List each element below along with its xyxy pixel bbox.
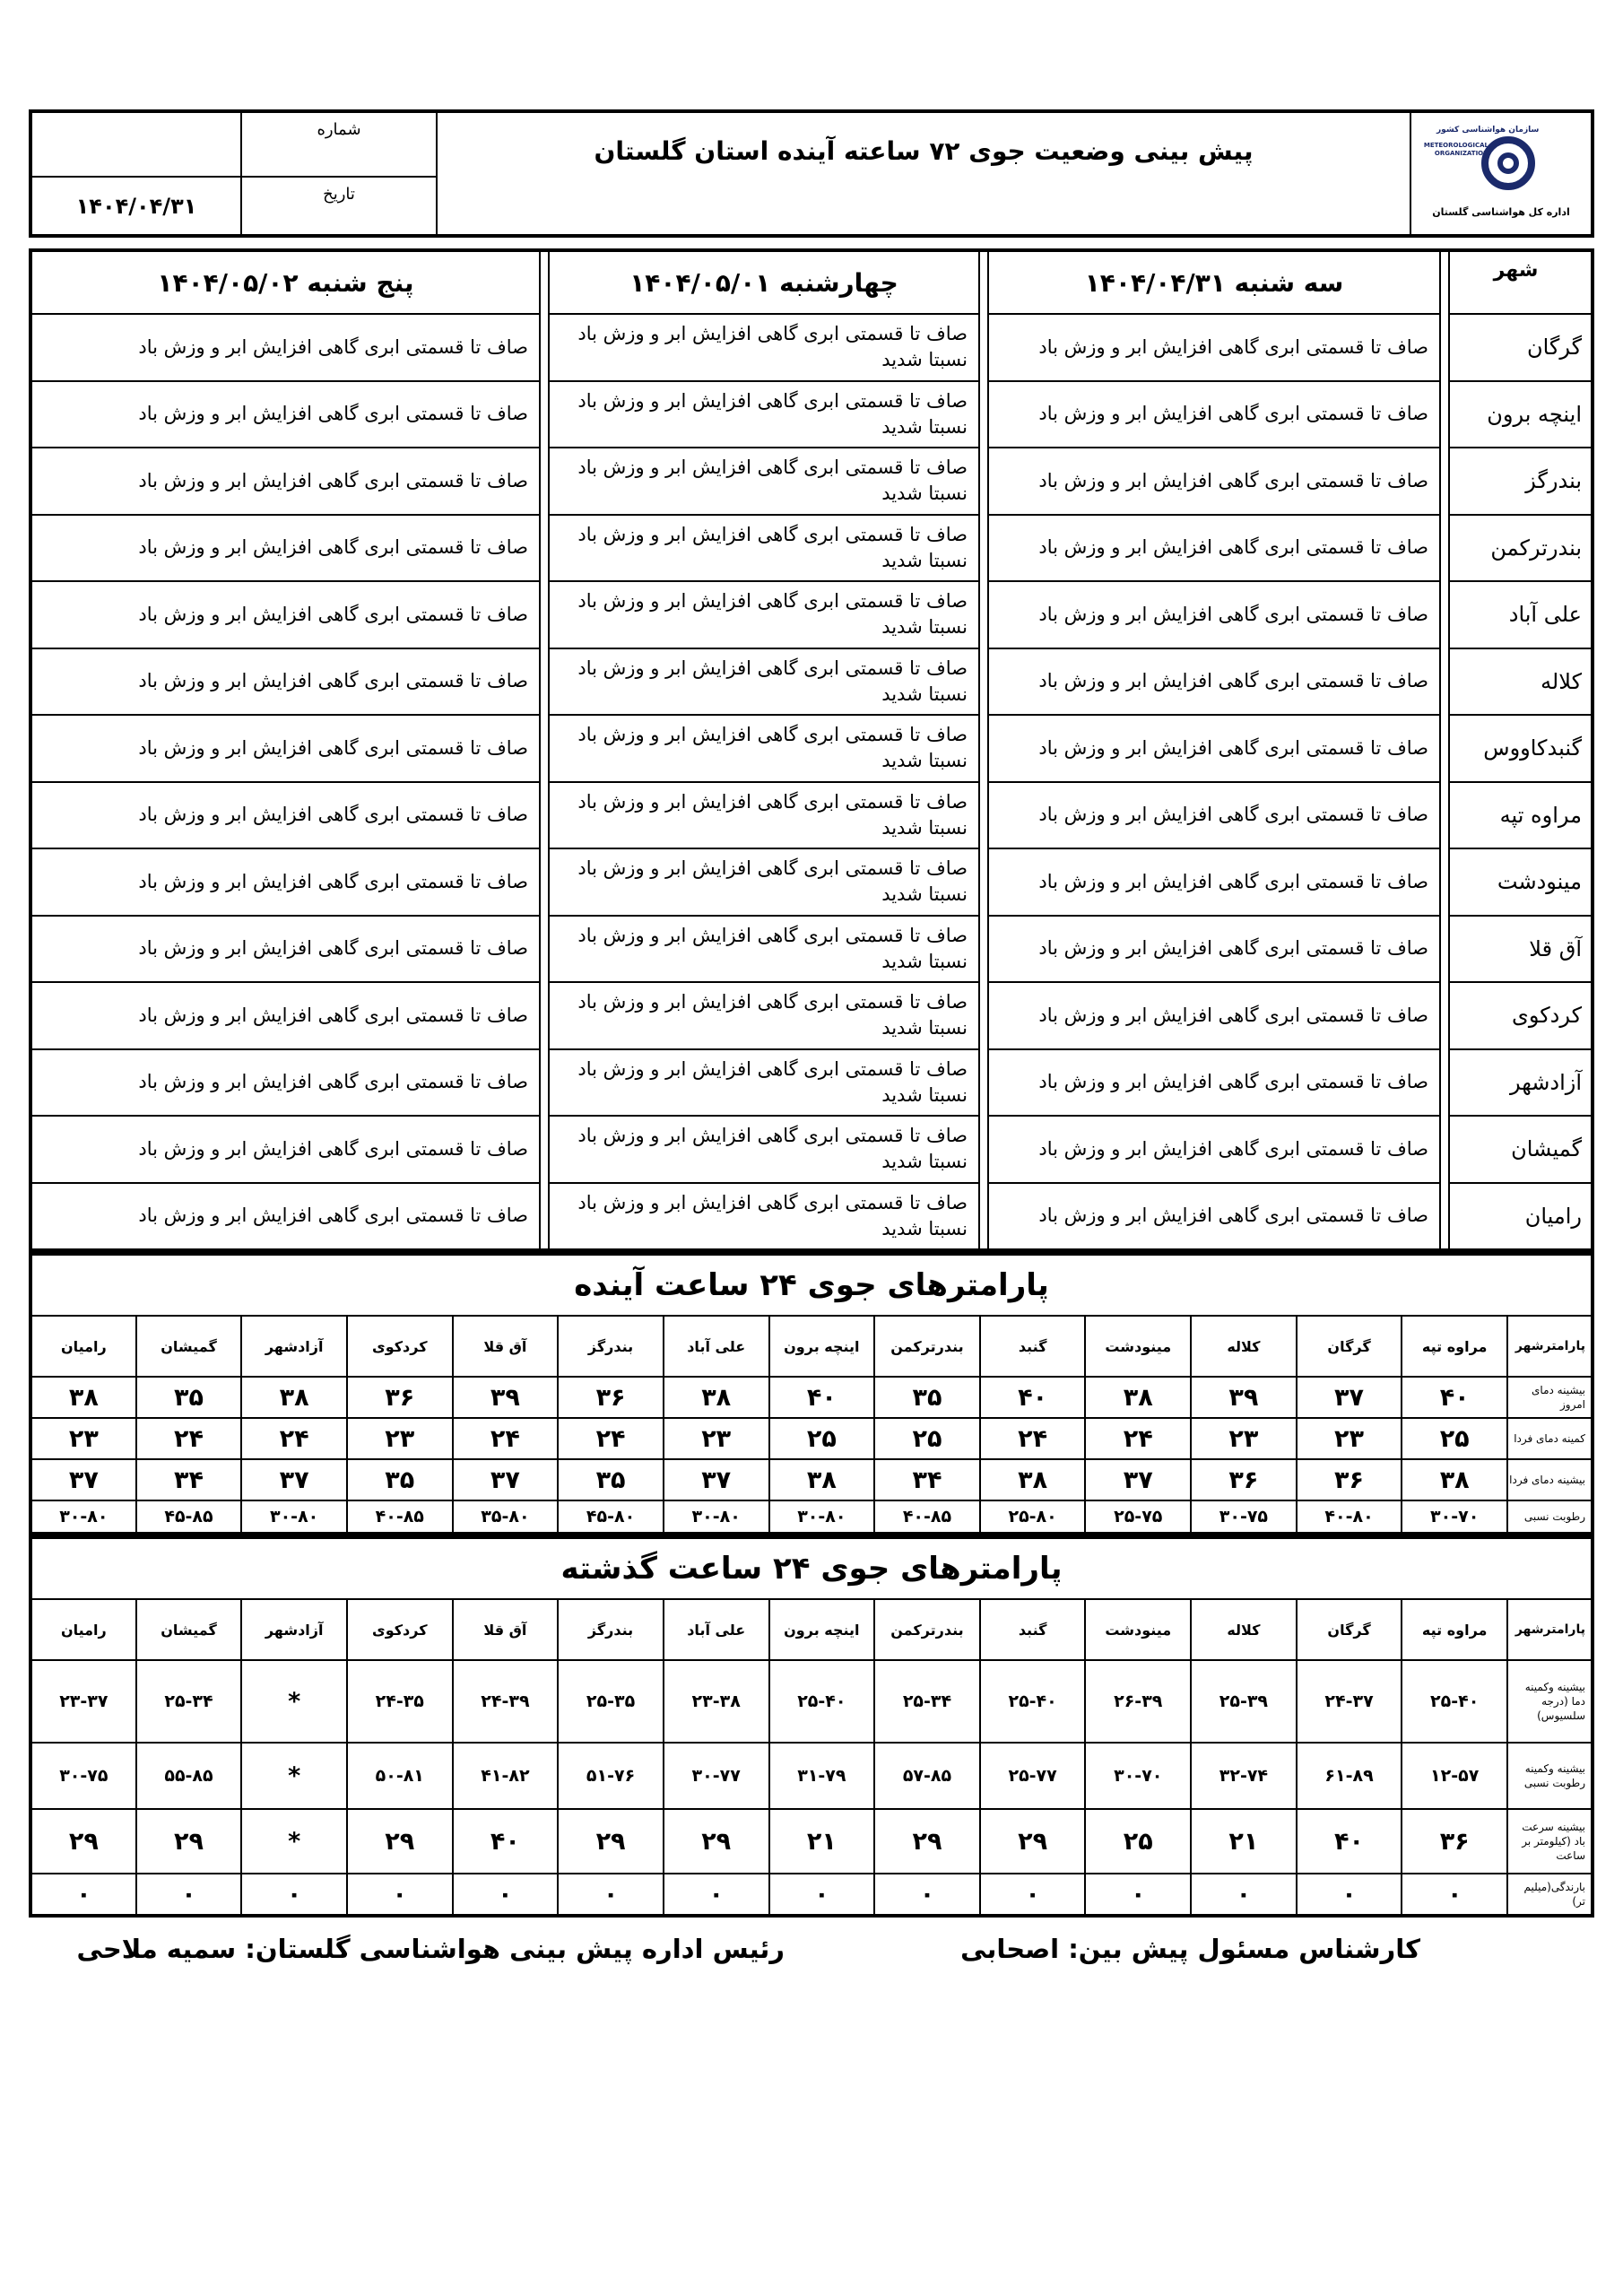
city-name: بندرترکمن <box>1449 515 1593 582</box>
forecast-row <box>30 515 1593 582</box>
param-value: ۲۳ <box>1191 1418 1297 1459</box>
city-name: رامیان <box>1449 1183 1593 1251</box>
forecast-row <box>30 916 1593 983</box>
param-value: ۰ <box>1402 1874 1507 1916</box>
day-header: چهارشنبه ۱۴۰۴/۰۵/۰۱ <box>549 250 979 314</box>
city-column-header: علی آباد <box>664 1316 769 1377</box>
param-value: ۲۹ <box>558 1809 664 1874</box>
param-value: ۶۱-۸۹ <box>1297 1743 1402 1809</box>
condition-day3: صاف تا قسمتی ابری گاهی افزایش ابر و وزش باد <box>30 648 540 716</box>
condition-day2: صاف تا قسمتی ابری گاهی افزایش ابر و وزش باد نسبتا شدید <box>549 1049 979 1117</box>
param-value: ۳۵ <box>347 1459 453 1500</box>
condition-day1: صاف تا قسمتی ابری گاهی افزایش ابر و وزش باد <box>988 1049 1440 1117</box>
condition-day2: صاف تا قسمتی ابری گاهی افزایش ابر و وزش باد نسبتا شدید <box>549 848 979 916</box>
param-value: ۳۷ <box>1297 1377 1402 1418</box>
param-value: ۲۳ <box>664 1418 769 1459</box>
param-value: ۳۵-۸۰ <box>453 1500 559 1534</box>
date-label: تاریخ <box>241 177 437 236</box>
param-value: ۰ <box>874 1874 980 1916</box>
city-name: کردکوی <box>1449 982 1593 1049</box>
param-row <box>30 1809 1593 1874</box>
param-row <box>30 1459 1593 1500</box>
param-value: ۰ <box>136 1874 242 1916</box>
param-value: ۲۱ <box>769 1809 875 1874</box>
param-value: ۲۳ <box>30 1418 136 1459</box>
condition-day2: صاف تا قسمتی ابری گاهی افزایش ابر و وزش باد نسبتا شدید <box>549 648 979 716</box>
city-column-header: بندرترکمن <box>874 1599 980 1660</box>
param-value: ۲۱ <box>1191 1809 1297 1874</box>
city-column-header: کلاله <box>1191 1316 1297 1377</box>
param-value: ۲۹ <box>30 1809 136 1874</box>
condition-day1: صاف تا قسمتی ابری گاهی افزایش ابر و وزش باد <box>988 982 1440 1049</box>
param-label: کمینه دمای فردا <box>1507 1418 1593 1459</box>
param-value: ۰ <box>241 1874 347 1916</box>
param-value: ۳۲-۷۴ <box>1191 1743 1297 1809</box>
param-header-label: پارامترشهر <box>1507 1316 1593 1377</box>
section-title: پارامترهای جوی ۲۴ ساعت گذشته <box>30 1537 1593 1599</box>
forecast-table <box>29 248 1594 1252</box>
param-label: بیشینه وکمینه رطوبت نسبی <box>1507 1743 1593 1809</box>
city-column-header: رامیان <box>30 1599 136 1660</box>
param-value: ۳۰-۷۵ <box>1191 1500 1297 1534</box>
param-value: ۲۴ <box>980 1418 1086 1459</box>
footer <box>0 1930 1623 1975</box>
city-column-header: شهر <box>1449 250 1593 314</box>
param-value: ۲۹ <box>874 1809 980 1874</box>
city-name: علی آباد <box>1449 581 1593 648</box>
forecast-row <box>30 314 1593 381</box>
param-label: بیشینه دمای امروز <box>1507 1377 1593 1418</box>
condition-day1: صاف تا قسمتی ابری گاهی افزایش ابر و وزش باد <box>988 515 1440 582</box>
param-header-label: پارامترشهر <box>1507 1599 1593 1660</box>
param-value: ۳۰-۷۰ <box>1402 1500 1507 1534</box>
condition-day2: صاف تا قسمتی ابری گاهی افزایش ابر و وزش باد نسبتا شدید <box>549 581 979 648</box>
city-column-header: علی آباد <box>664 1599 769 1660</box>
param-row <box>30 1743 1593 1809</box>
forecast-row <box>30 381 1593 448</box>
city-column-header: آق قلا <box>453 1316 559 1377</box>
number-value <box>30 111 241 177</box>
param-value: ۵۷-۸۵ <box>874 1743 980 1809</box>
logo-emblem-icon <box>1481 136 1535 190</box>
param-value: ۲۳ <box>347 1418 453 1459</box>
param-value: ۳۷ <box>241 1459 347 1500</box>
param-value: ۰ <box>453 1874 559 1916</box>
param-value: ۲۵ <box>1402 1418 1507 1459</box>
city-column-header: کلاله <box>1191 1599 1297 1660</box>
page-title: پیش بینی وضعیت جوی ۷۲ ساعته آینده استان گلستان <box>437 111 1410 236</box>
condition-day2: صاف تا قسمتی ابری گاهی افزایش ابر و وزش باد نسبتا شدید <box>549 982 979 1049</box>
condition-day1: صاف تا قسمتی ابری گاهی افزایش ابر و وزش باد <box>988 448 1440 515</box>
forecast-row <box>30 1049 1593 1117</box>
param-value: ۲۹ <box>664 1809 769 1874</box>
param-value: ۳۵ <box>874 1377 980 1418</box>
condition-day3: صاف تا قسمتی ابری گاهی افزایش ابر و وزش باد <box>30 1183 540 1251</box>
logo-text-en: METEOROLOGICAL ORGANIZATION <box>1423 141 1488 157</box>
city-column-header: گرگان <box>1297 1316 1402 1377</box>
param-row <box>30 1500 1593 1534</box>
param-value: ۲۵-۳۵ <box>558 1660 664 1743</box>
department-head-signature: رئیس اداره پیش بینی هواشناسی گلستان: سمیه ملاحی <box>76 1934 785 1964</box>
param-value: ۳۶ <box>558 1377 664 1418</box>
city-column-header: گمیشان <box>136 1599 242 1660</box>
param-value: ۰ <box>980 1874 1086 1916</box>
past24-table <box>29 1535 1594 1918</box>
condition-day3: صاف تا قسمتی ابری گاهی افزایش ابر و وزش باد <box>30 1049 540 1117</box>
condition-day3: صاف تا قسمتی ابری گاهی افزایش ابر و وزش باد <box>30 916 540 983</box>
param-value: ۳۶ <box>1297 1459 1402 1500</box>
param-value: ۱۲-۵۷ <box>1402 1743 1507 1809</box>
forecast-row <box>30 782 1593 849</box>
city-column-header: اینچه برون <box>769 1316 875 1377</box>
param-value: ۳۰-۸۰ <box>769 1500 875 1534</box>
city-column-header: گمیشان <box>136 1316 242 1377</box>
param-label: بیشینه سرعت باد (کیلومتر بر ساعت <box>1507 1809 1593 1874</box>
condition-day2: صاف تا قسمتی ابری گاهی افزایش ابر و وزش باد نسبتا شدید <box>549 782 979 849</box>
param-value: ۴۰ <box>1297 1809 1402 1874</box>
param-value: ۲۴ <box>136 1418 242 1459</box>
city-column-header: آزادشهر <box>241 1316 347 1377</box>
condition-day1: صاف تا قسمتی ابری گاهی افزایش ابر و وزش باد <box>988 314 1440 381</box>
forecast-row <box>30 982 1593 1049</box>
param-value: ۳۰-۷۵ <box>30 1743 136 1809</box>
param-value: ۳۹ <box>453 1377 559 1418</box>
param-row <box>30 1660 1593 1743</box>
day-header: پنج شنبه ۱۴۰۴/۰۵/۰۲ <box>30 250 540 314</box>
param-row <box>30 1418 1593 1459</box>
city-name: آزادشهر <box>1449 1049 1593 1117</box>
param-value: ۳۸ <box>664 1377 769 1418</box>
param-value: ۳۷ <box>30 1459 136 1500</box>
param-value: ۴۰ <box>453 1809 559 1874</box>
param-value: ۲۵-۴۰ <box>769 1660 875 1743</box>
city-column-header: اینچه برون <box>769 1599 875 1660</box>
param-label: بیشینه وکمینه دما (درجه سلسیوس) <box>1507 1660 1593 1743</box>
city-name: کلاله <box>1449 648 1593 716</box>
condition-day1: صاف تا قسمتی ابری گاهی افزایش ابر و وزش باد <box>988 1116 1440 1183</box>
param-value: ۲۵-۳۴ <box>874 1660 980 1743</box>
param-value: ۳۰-۸۰ <box>664 1500 769 1534</box>
condition-day1: صاف تا قسمتی ابری گاهی افزایش ابر و وزش باد <box>988 715 1440 782</box>
param-value: ۴۰ <box>980 1377 1086 1418</box>
param-value: ۰ <box>769 1874 875 1916</box>
forecaster-signature: کارشناس مسئول پیش بین: اصحابی <box>960 1934 1420 1964</box>
param-value: ۳۰-۸۰ <box>241 1500 347 1534</box>
city-column-header: مینودشت <box>1085 1599 1191 1660</box>
param-value: ۴۰ <box>1402 1377 1507 1418</box>
condition-day2: صاف تا قسمتی ابری گاهی افزایش ابر و وزش باد نسبتا شدید <box>549 916 979 983</box>
condition-day1: صاف تا قسمتی ابری گاهی افزایش ابر و وزش باد <box>988 648 1440 716</box>
condition-day1: صاف تا قسمتی ابری گاهی افزایش ابر و وزش باد <box>988 848 1440 916</box>
param-value: ۳۱-۷۹ <box>769 1743 875 1809</box>
condition-day3: صاف تا قسمتی ابری گاهی افزایش ابر و وزش باد <box>30 381 540 448</box>
city-column-header: رامیان <box>30 1316 136 1377</box>
city-name: مراوه تپه <box>1449 782 1593 849</box>
city-name: گنبدکاووس <box>1449 715 1593 782</box>
condition-day2: صاف تا قسمتی ابری گاهی افزایش ابر و وزش باد نسبتا شدید <box>549 314 979 381</box>
condition-day3: صاف تا قسمتی ابری گاهی افزایش ابر و وزش باد <box>30 782 540 849</box>
condition-day3: صاف تا قسمتی ابری گاهی افزایش ابر و وزش باد <box>30 515 540 582</box>
param-value: ۵۰-۸۱ <box>347 1743 453 1809</box>
param-value: ۲۴-۳۷ <box>1297 1660 1402 1743</box>
param-value: ۳۸ <box>980 1459 1086 1500</box>
city-column-header: بندرگز <box>558 1316 664 1377</box>
date-value: ۱۴۰۴/۰۴/۳۱ <box>30 177 241 236</box>
next24-table <box>29 1252 1594 1535</box>
param-value: ۲۹ <box>136 1809 242 1874</box>
condition-day3: صاف تا قسمتی ابری گاهی افزایش ابر و وزش باد <box>30 982 540 1049</box>
param-value: ۰ <box>1085 1874 1191 1916</box>
param-value: ۰ <box>347 1874 453 1916</box>
param-value: ۰ <box>1191 1874 1297 1916</box>
city-name: آق قلا <box>1449 916 1593 983</box>
param-value: ۴۰-۸۵ <box>347 1500 453 1534</box>
param-value: ۲۳-۳۷ <box>30 1660 136 1743</box>
param-value: ۲۴-۳۵ <box>347 1660 453 1743</box>
param-label: بیشینه دمای فردا <box>1507 1459 1593 1500</box>
param-value: ۳۰-۷۷ <box>664 1743 769 1809</box>
condition-day1: صاف تا قسمتی ابری گاهی افزایش ابر و وزش باد <box>988 1183 1440 1251</box>
city-name: بندرگز <box>1449 448 1593 515</box>
city-column-header: گنبد <box>980 1316 1086 1377</box>
condition-day3: صاف تا قسمتی ابری گاهی افزایش ابر و وزش باد <box>30 715 540 782</box>
param-value: ۴۰-۸۰ <box>1297 1500 1402 1534</box>
param-value: ۳۶ <box>1402 1809 1507 1874</box>
param-value: * <box>241 1743 347 1809</box>
org-name: اداره کل هواشناسی گلستان <box>1432 205 1570 218</box>
logo <box>1410 111 1593 236</box>
param-value: ۳۶ <box>1191 1459 1297 1500</box>
param-value: ۳۸ <box>769 1459 875 1500</box>
param-value: ۵۵-۸۵ <box>136 1743 242 1809</box>
condition-day3: صاف تا قسمتی ابری گاهی افزایش ابر و وزش باد <box>30 448 540 515</box>
param-value: ۳۷ <box>1085 1459 1191 1500</box>
param-value: ۳۴ <box>136 1459 242 1500</box>
condition-day1: صاف تا قسمتی ابری گاهی افزایش ابر و وزش باد <box>988 782 1440 849</box>
param-value: ۲۵-۴۰ <box>980 1660 1086 1743</box>
param-value: ۰ <box>664 1874 769 1916</box>
param-value: ۳۸ <box>30 1377 136 1418</box>
param-value: ۵۱-۷۶ <box>558 1743 664 1809</box>
number-label: شماره <box>241 111 437 177</box>
param-value: ۲۵-۷۵ <box>1085 1500 1191 1534</box>
condition-day1: صاف تا قسمتی ابری گاهی افزایش ابر و وزش باد <box>988 581 1440 648</box>
city-name: گرگان <box>1449 314 1593 381</box>
logo-text-fa: سازمان هواشناسی کشور <box>1436 125 1540 135</box>
city-column-header: مراوه تپه <box>1402 1599 1507 1660</box>
param-value: ۲۴ <box>558 1418 664 1459</box>
param-value: ۲۵ <box>769 1418 875 1459</box>
param-value: ۰ <box>558 1874 664 1916</box>
param-value: * <box>241 1809 347 1874</box>
param-value: ۲۴ <box>453 1418 559 1459</box>
city-column-header: کردکوی <box>347 1316 453 1377</box>
city-name: مینودشت <box>1449 848 1593 916</box>
param-value: ۴۰-۸۵ <box>874 1500 980 1534</box>
param-value: ۲۵-۳۹ <box>1191 1660 1297 1743</box>
param-value: ۲۵-۷۷ <box>980 1743 1086 1809</box>
condition-day2: صاف تا قسمتی ابری گاهی افزایش ابر و وزش باد نسبتا شدید <box>549 448 979 515</box>
param-value: ۰ <box>30 1874 136 1916</box>
forecast-row <box>30 448 1593 515</box>
param-value: ۳۷ <box>453 1459 559 1500</box>
forecast-row <box>30 715 1593 782</box>
day-header: سه شنبه ۱۴۰۴/۰۴/۳۱ <box>988 250 1440 314</box>
param-value: ۲۵ <box>874 1418 980 1459</box>
condition-day2: صاف تا قسمتی ابری گاهی افزایش ابر و وزش باد نسبتا شدید <box>549 1116 979 1183</box>
forecast-row <box>30 1116 1593 1183</box>
param-value: * <box>241 1660 347 1743</box>
param-label: رطوبت نسبی <box>1507 1500 1593 1534</box>
param-value: ۲۹ <box>980 1809 1086 1874</box>
city-column-header: مراوه تپه <box>1402 1316 1507 1377</box>
param-value: ۲۶-۳۹ <box>1085 1660 1191 1743</box>
city-column-header: مینودشت <box>1085 1316 1191 1377</box>
param-value: ۲۵ <box>1085 1809 1191 1874</box>
city-column-header: آزادشهر <box>241 1599 347 1660</box>
city-column-header: کردکوی <box>347 1599 453 1660</box>
forecast-row <box>30 648 1593 716</box>
condition-day3: صاف تا قسمتی ابری گاهی افزایش ابر و وزش باد <box>30 1116 540 1183</box>
condition-day3: صاف تا قسمتی ابری گاهی افزایش ابر و وزش باد <box>30 581 540 648</box>
forecast-row <box>30 848 1593 916</box>
param-value: ۳۶ <box>347 1377 453 1418</box>
param-value: ۳۵ <box>136 1377 242 1418</box>
param-value: ۴۵-۸۰ <box>558 1500 664 1534</box>
param-value: ۳۷ <box>664 1459 769 1500</box>
condition-day2: صاف تا قسمتی ابری گاهی افزایش ابر و وزش باد نسبتا شدید <box>549 381 979 448</box>
param-value: ۳۹ <box>1191 1377 1297 1418</box>
param-value: ۲۵-۸۰ <box>980 1500 1086 1534</box>
param-value: ۳۸ <box>1402 1459 1507 1500</box>
section-title: پارامترهای جوی ۲۴ ساعت آینده <box>30 1254 1593 1316</box>
param-value: ۲۵-۴۰ <box>1402 1660 1507 1743</box>
condition-day3: صاف تا قسمتی ابری گاهی افزایش ابر و وزش باد <box>30 314 540 381</box>
param-value: ۳۸ <box>241 1377 347 1418</box>
condition-day2: صاف تا قسمتی ابری گاهی افزایش ابر و وزش باد نسبتا شدید <box>549 1183 979 1251</box>
param-value: ۳۸ <box>1085 1377 1191 1418</box>
city-column-header: گرگان <box>1297 1599 1402 1660</box>
condition-day2: صاف تا قسمتی ابری گاهی افزایش ابر و وزش باد نسبتا شدید <box>549 515 979 582</box>
city-column-header: بندرگز <box>558 1599 664 1660</box>
condition-day1: صاف تا قسمتی ابری گاهی افزایش ابر و وزش باد <box>988 916 1440 983</box>
condition-day3: صاف تا قسمتی ابری گاهی افزایش ابر و وزش باد <box>30 848 540 916</box>
param-value: ۴۱-۸۲ <box>453 1743 559 1809</box>
param-value: ۲۴-۳۹ <box>453 1660 559 1743</box>
param-value: ۳۴ <box>874 1459 980 1500</box>
param-value: ۳۵ <box>558 1459 664 1500</box>
param-value: ۲۳ <box>1297 1418 1402 1459</box>
param-value: ۲۳-۳۸ <box>664 1660 769 1743</box>
param-row <box>30 1377 1593 1418</box>
param-value: ۲۴ <box>1085 1418 1191 1459</box>
city-column-header: گنبد <box>980 1599 1086 1660</box>
city-name: اینچه برون <box>1449 381 1593 448</box>
param-value: ۰ <box>1297 1874 1402 1916</box>
param-value: ۳۰-۷۰ <box>1085 1743 1191 1809</box>
header-table <box>29 109 1594 238</box>
forecast-row <box>30 581 1593 648</box>
param-label: بارندگی(میلیم تر) <box>1507 1874 1593 1916</box>
city-column-header: بندرترکمن <box>874 1316 980 1377</box>
condition-day2: صاف تا قسمتی ابری گاهی افزایش ابر و وزش باد نسبتا شدید <box>549 715 979 782</box>
forecast-row <box>30 1183 1593 1251</box>
param-value: ۴۵-۸۵ <box>136 1500 242 1534</box>
condition-day1: صاف تا قسمتی ابری گاهی افزایش ابر و وزش باد <box>988 381 1440 448</box>
city-name: گمیشان <box>1449 1116 1593 1183</box>
param-value: ۲۹ <box>347 1809 453 1874</box>
city-column-header: آق قلا <box>453 1599 559 1660</box>
document-page <box>29 109 1594 1918</box>
param-value: ۲۴ <box>241 1418 347 1459</box>
param-value: ۲۵-۳۴ <box>136 1660 242 1743</box>
param-row <box>30 1874 1593 1916</box>
param-value: ۳۰-۸۰ <box>30 1500 136 1534</box>
param-value: ۴۰ <box>769 1377 875 1418</box>
